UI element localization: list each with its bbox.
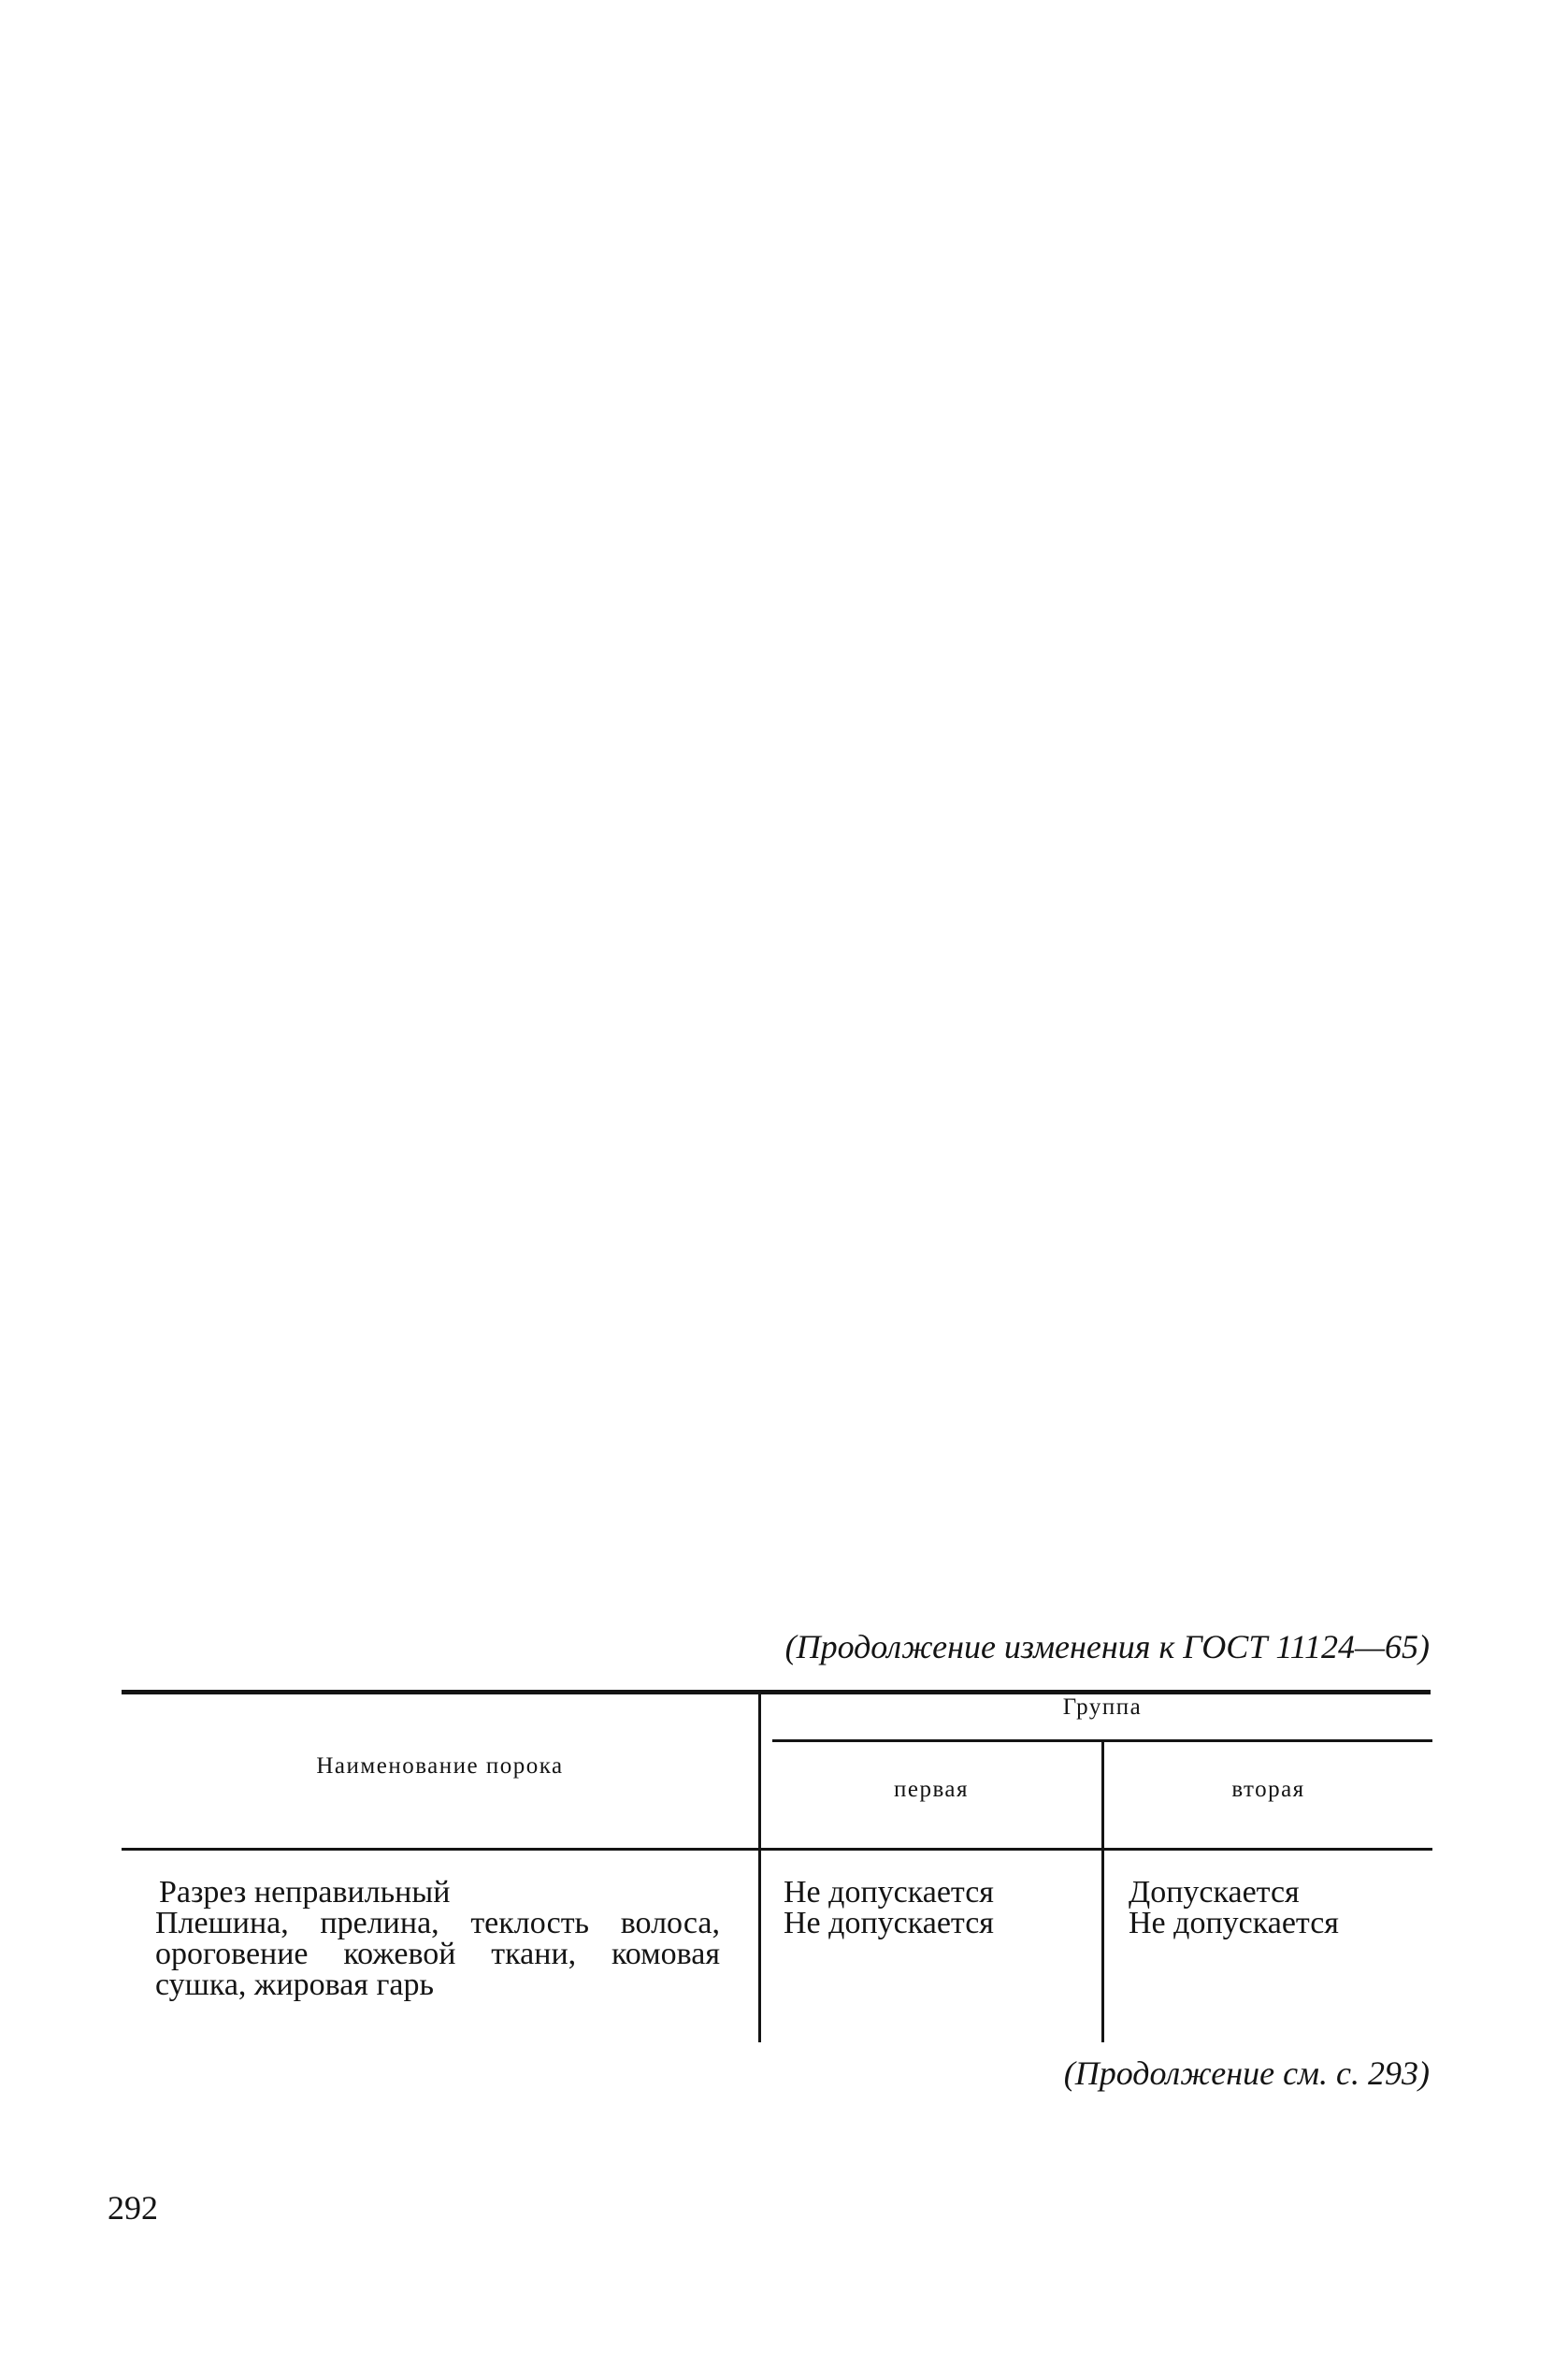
table-row-defect: Плешина, прелина, теклость волоса, ороговение кожевой ткани, комовая сушка, жировая гарь [155,1906,720,2002]
table-cell-first: Не допускается [784,1906,994,1940]
second-group-column [1129,1877,1428,1939]
table-row-defect: Разрез неправильный [159,1875,451,1910]
column-header-second: вторая [1231,1777,1305,1802]
table-cell-first: Не допускается [784,1875,994,1910]
first-group-column [784,1877,1092,1939]
defect-column [155,1875,720,2002]
table-cell-second: Допускается [1129,1875,1300,1910]
header-divider-left [758,1694,761,1848]
column-header-group: Группа [1062,1694,1143,1720]
body-divider-right [1101,1851,1104,2042]
table-cell-second: Не допускается [1129,1906,1339,1940]
continuation-header: (Продолжение изменения к ГОСТ 11124—65) [784,1628,1430,1665]
continuation-footer: (Продолжение см. с. 293) [1063,2054,1430,2092]
column-header-first: первая [893,1777,970,1802]
header-bottom-rule [122,1848,1432,1851]
page-number: 292 [108,2189,158,2227]
body-divider-left [758,1851,761,2042]
column-header-defect-name: Наименование порока [316,1753,564,1779]
